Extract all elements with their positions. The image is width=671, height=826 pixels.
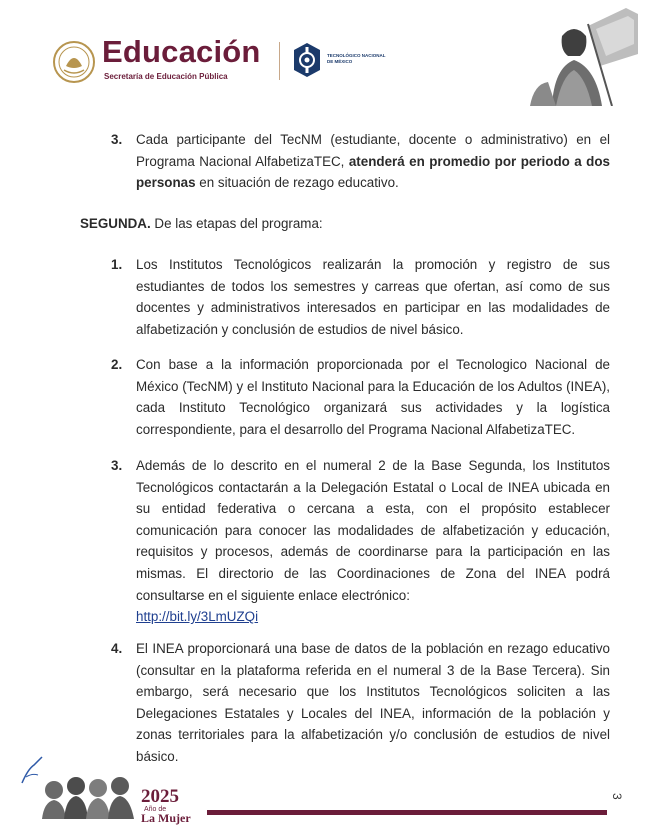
header-divider [279,42,280,80]
page-header [0,0,671,115]
footer-motto: La Mujer [141,811,191,825]
ministry-title: Educación [102,34,261,69]
section-text: De las etapas del programa: [150,216,323,231]
woman-with-flag-illustration [526,4,644,106]
item-number: 3. [111,132,123,147]
section-label: SEGUNDA. [80,216,151,231]
section-heading [80,213,610,235]
tecnm-logo-text: TECNOLÓGICO NACIONAL DE MÉXICO [327,53,386,64]
item-number: 4. [111,641,123,656]
footer-year-subtitle: Año de [144,806,167,813]
footer-divider [207,810,607,815]
item-contact-text: Además de lo descrito en el numeral 2 de la Base Segunda, los Institutos Tecnológicos contactarán a la Delegación Estatal o Local de INEA ubicada en su entidad federativa o cercana a esta, con el propósito establecer comunicación para conocer las modalidades de alfabetización y educación, requisitos y procesos, además de coordinarse para la participación en las mismas. El directorio de las Coordinaciones de Zona del INEA podrá consultarse en el siguiente enlace electrónico: [136,458,610,603]
ministry-subtitle: Secretaría de Educación Pública [104,72,228,81]
paragraph-participants [136,129,610,194]
item-contact [136,455,610,628]
item-number: 3. [111,458,123,473]
women-portraits-illustration [40,772,136,819]
paragraph-text: Cada participante del TecNM (estudiante, docente o administrativo) en el Programa Nacional AlfabetizaTEC, [136,132,610,169]
inea-directory-link[interactable]: http://bit.ly/3LmUZQi [136,609,259,625]
tecnm-logo-icon [292,42,322,78]
item-number: 1. [111,257,123,272]
paragraph-text: en situación de rezago educativo. [195,175,399,191]
paragraph-bold-text: atenderá en promedio por periodo a dos personas [136,153,610,191]
national-seal-icon [52,40,96,84]
footer-year: 2025 [141,786,179,807]
item-number: 2. [111,357,123,372]
item-database: El INEA proporcionará una base de datos de la población en rezago educativo (consultar en la plataforma referida en el numeral 3 de la Base Tercera). Sin embargo, será necesario que los Institutos Tecnológicos soliciten a las Delegaciones Estatales y Locales del INEA, información de la población y zonas territoriales para la alfabetización y/o conclusión de estudios de nivel básico. [136,641,610,764]
item-information: Con base a la información proporcionada por el Tecnologico Nacional de México (TecNM) y el Instituto Nacional para la Educación de los Adultos (INEA), cada Instituto Tecnológico organizará sus actividades y la logística correspondiente, para el desarrollo del Programa Nacional AlfabetizaTEC. [136,357,610,437]
item-promotion: Los Institutos Tecnológicos realizarán la promoción y registro de sus estudiantes de todos los semestres y carreas que ofertan, así como de sus docentes y administrativos interesados en participar en las modalidades de alfabetización y conclusión de estudios de nivel básico. [136,257,610,337]
page-number: 3 [610,793,624,800]
